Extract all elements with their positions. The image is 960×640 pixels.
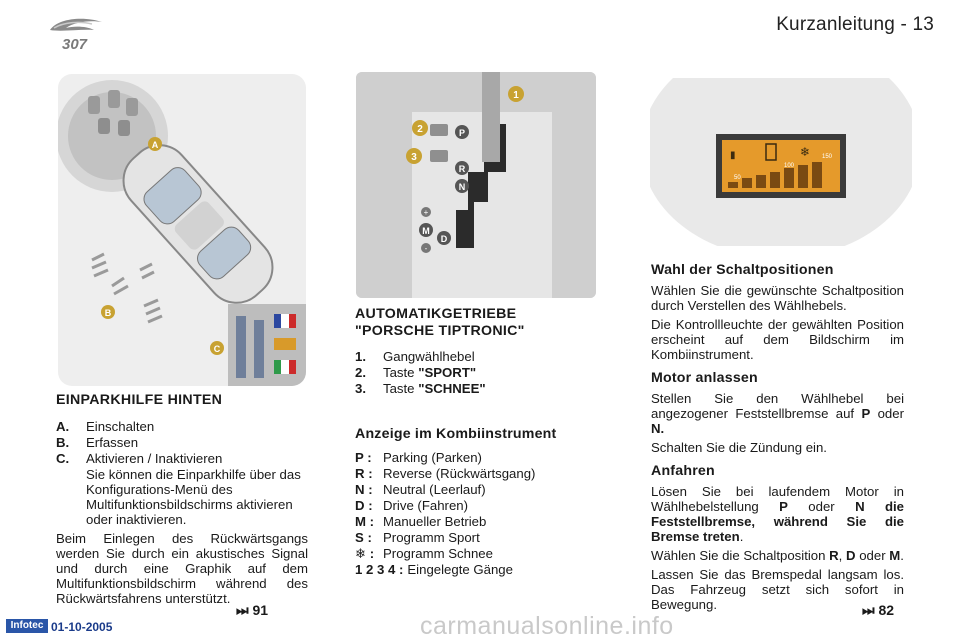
section-title-line1: AUTOMATIKGETRIEBE <box>355 306 517 322</box>
parking-assist-illustration <box>58 74 306 386</box>
section-title: EINPARKHILFE HINTEN <box>56 392 223 408</box>
section-title: Anfahren <box>651 463 715 479</box>
switch-panel <box>228 304 306 386</box>
paragraph: Wählen Sie die gewünschte Schaltposition durch Verstellen des Wählhebels. <box>651 283 904 313</box>
section-title: Motor anlassen <box>651 370 758 386</box>
page-ref-link[interactable]: ⏭ 82 <box>862 602 895 618</box>
mode-item: R : Reverse (Rückwärtsgang) <box>355 466 536 481</box>
list-item: C. Aktivieren / Inaktivieren <box>56 451 223 466</box>
reading-100: 100 <box>784 163 795 169</box>
sport-button <box>430 124 448 136</box>
pos-m: M <box>422 226 430 236</box>
subsection-title: Anzeige im Kombiinstrument <box>355 426 557 442</box>
pos-plus: + <box>423 208 429 217</box>
mode-item: M : Manueller Betrieb <box>355 514 487 529</box>
display-screen <box>722 140 840 192</box>
footer-date: 01-10-2005 <box>51 620 113 634</box>
peugeot-307-logo <box>40 14 120 56</box>
pos-minus: - <box>424 244 428 253</box>
list-item: A. Einschalten <box>56 419 155 434</box>
car-top-view-icon <box>111 133 285 315</box>
list-item: 1. Gangwählhebel <box>355 349 475 364</box>
automatic-gearbox-section <box>355 306 600 577</box>
pos-r: R <box>458 164 466 174</box>
list-item: 2. Taste "SPORT" <box>355 365 477 380</box>
gears-item: 1 2 3 4 : Eingelegte Gänge <box>355 562 513 577</box>
paragraph: Stellen Sie den Wählhebel bei angezogener Feststellbremse auf P oder N. <box>651 391 904 436</box>
gear-selector-illustration <box>356 72 596 298</box>
mode-item: S : Programm Sport <box>355 530 480 545</box>
paragraph: Schalten Sie die Zündung ein. <box>651 440 827 455</box>
list-item: 3. Taste "SCHNEE" <box>355 381 486 396</box>
section-title: Wahl der Schaltpositionen <box>651 262 834 278</box>
paragraph: Die Kontrollleuchte der gewählten Position erscheint auf dem Bildschirm im Kombiinstrument. <box>651 317 904 362</box>
parking-assist-section <box>56 392 308 606</box>
skip-arrow-icon: ⏭ <box>236 602 249 618</box>
mode-item-snow: ❄ : Programm Schnee <box>355 546 493 561</box>
instrument-cluster-illustration <box>650 78 912 246</box>
section-title-line2: "PORSCHE TIPTRONIC" <box>355 323 525 339</box>
logo-text: 307 <box>62 36 88 53</box>
page-title: Kurzanleitung - 13 <box>776 14 934 35</box>
gear-selection-section <box>651 262 904 612</box>
mode-item: N : Neutral (Leerlauf) <box>355 482 486 497</box>
paragraph: Beim Einlegen des Rückwärtsgangs werden Sie durch ein akustisches Signal und durch eine Graphik auf dem Multifunktionsbildschirm während des Rückwärtsfahrens unterstützt. <box>56 531 308 606</box>
paragraph: Lassen Sie das Bremspedal langsam los. Das Fahrzeug setzt sich sofort in Bewegung. <box>651 567 904 612</box>
pos-d: D <box>440 234 448 244</box>
pos-p: P <box>458 128 466 138</box>
list-item: B. Erfassen <box>56 435 139 450</box>
snow-icon: ❄ <box>800 145 811 159</box>
pos-n: N <box>458 182 466 192</box>
reading-50: 50 <box>734 175 741 181</box>
reading-150: 150 <box>822 154 833 160</box>
infotec-badge: Infotec <box>6 619 48 633</box>
label-b: B <box>104 308 112 318</box>
watermark: carmanualsonline.info <box>420 612 674 640</box>
label-c: C <box>213 344 221 354</box>
skip-arrow-icon: ⏭ <box>862 602 875 618</box>
mode-item: P : Parking (Parken) <box>355 450 482 465</box>
snow-button <box>430 150 448 162</box>
callout-1: 1 <box>513 90 519 101</box>
page-ref-link[interactable]: ⏭ 91 <box>236 602 269 618</box>
paragraph: Wählen Sie die Schaltposition R, D oder M. <box>651 548 904 563</box>
callout-3: 3 <box>411 152 417 163</box>
gear-lever-icon <box>482 72 500 162</box>
indented-text: Sie können die Einparkhilfe über das Konfigurations-Menü des Multifunktionsbildschirms aktivieren oder inaktivieren. <box>86 467 301 527</box>
paragraph: Lösen Sie bei laufendem Motor in Wählhebelstellung P oder N die Feststellbremse, während Sie die Bremse treten. <box>651 484 904 544</box>
label-a: A <box>151 140 159 150</box>
callout-2: 2 <box>417 124 423 135</box>
gear-display: ▮ <box>730 150 736 161</box>
mode-item: D : Drive (Fahren) <box>355 498 469 513</box>
